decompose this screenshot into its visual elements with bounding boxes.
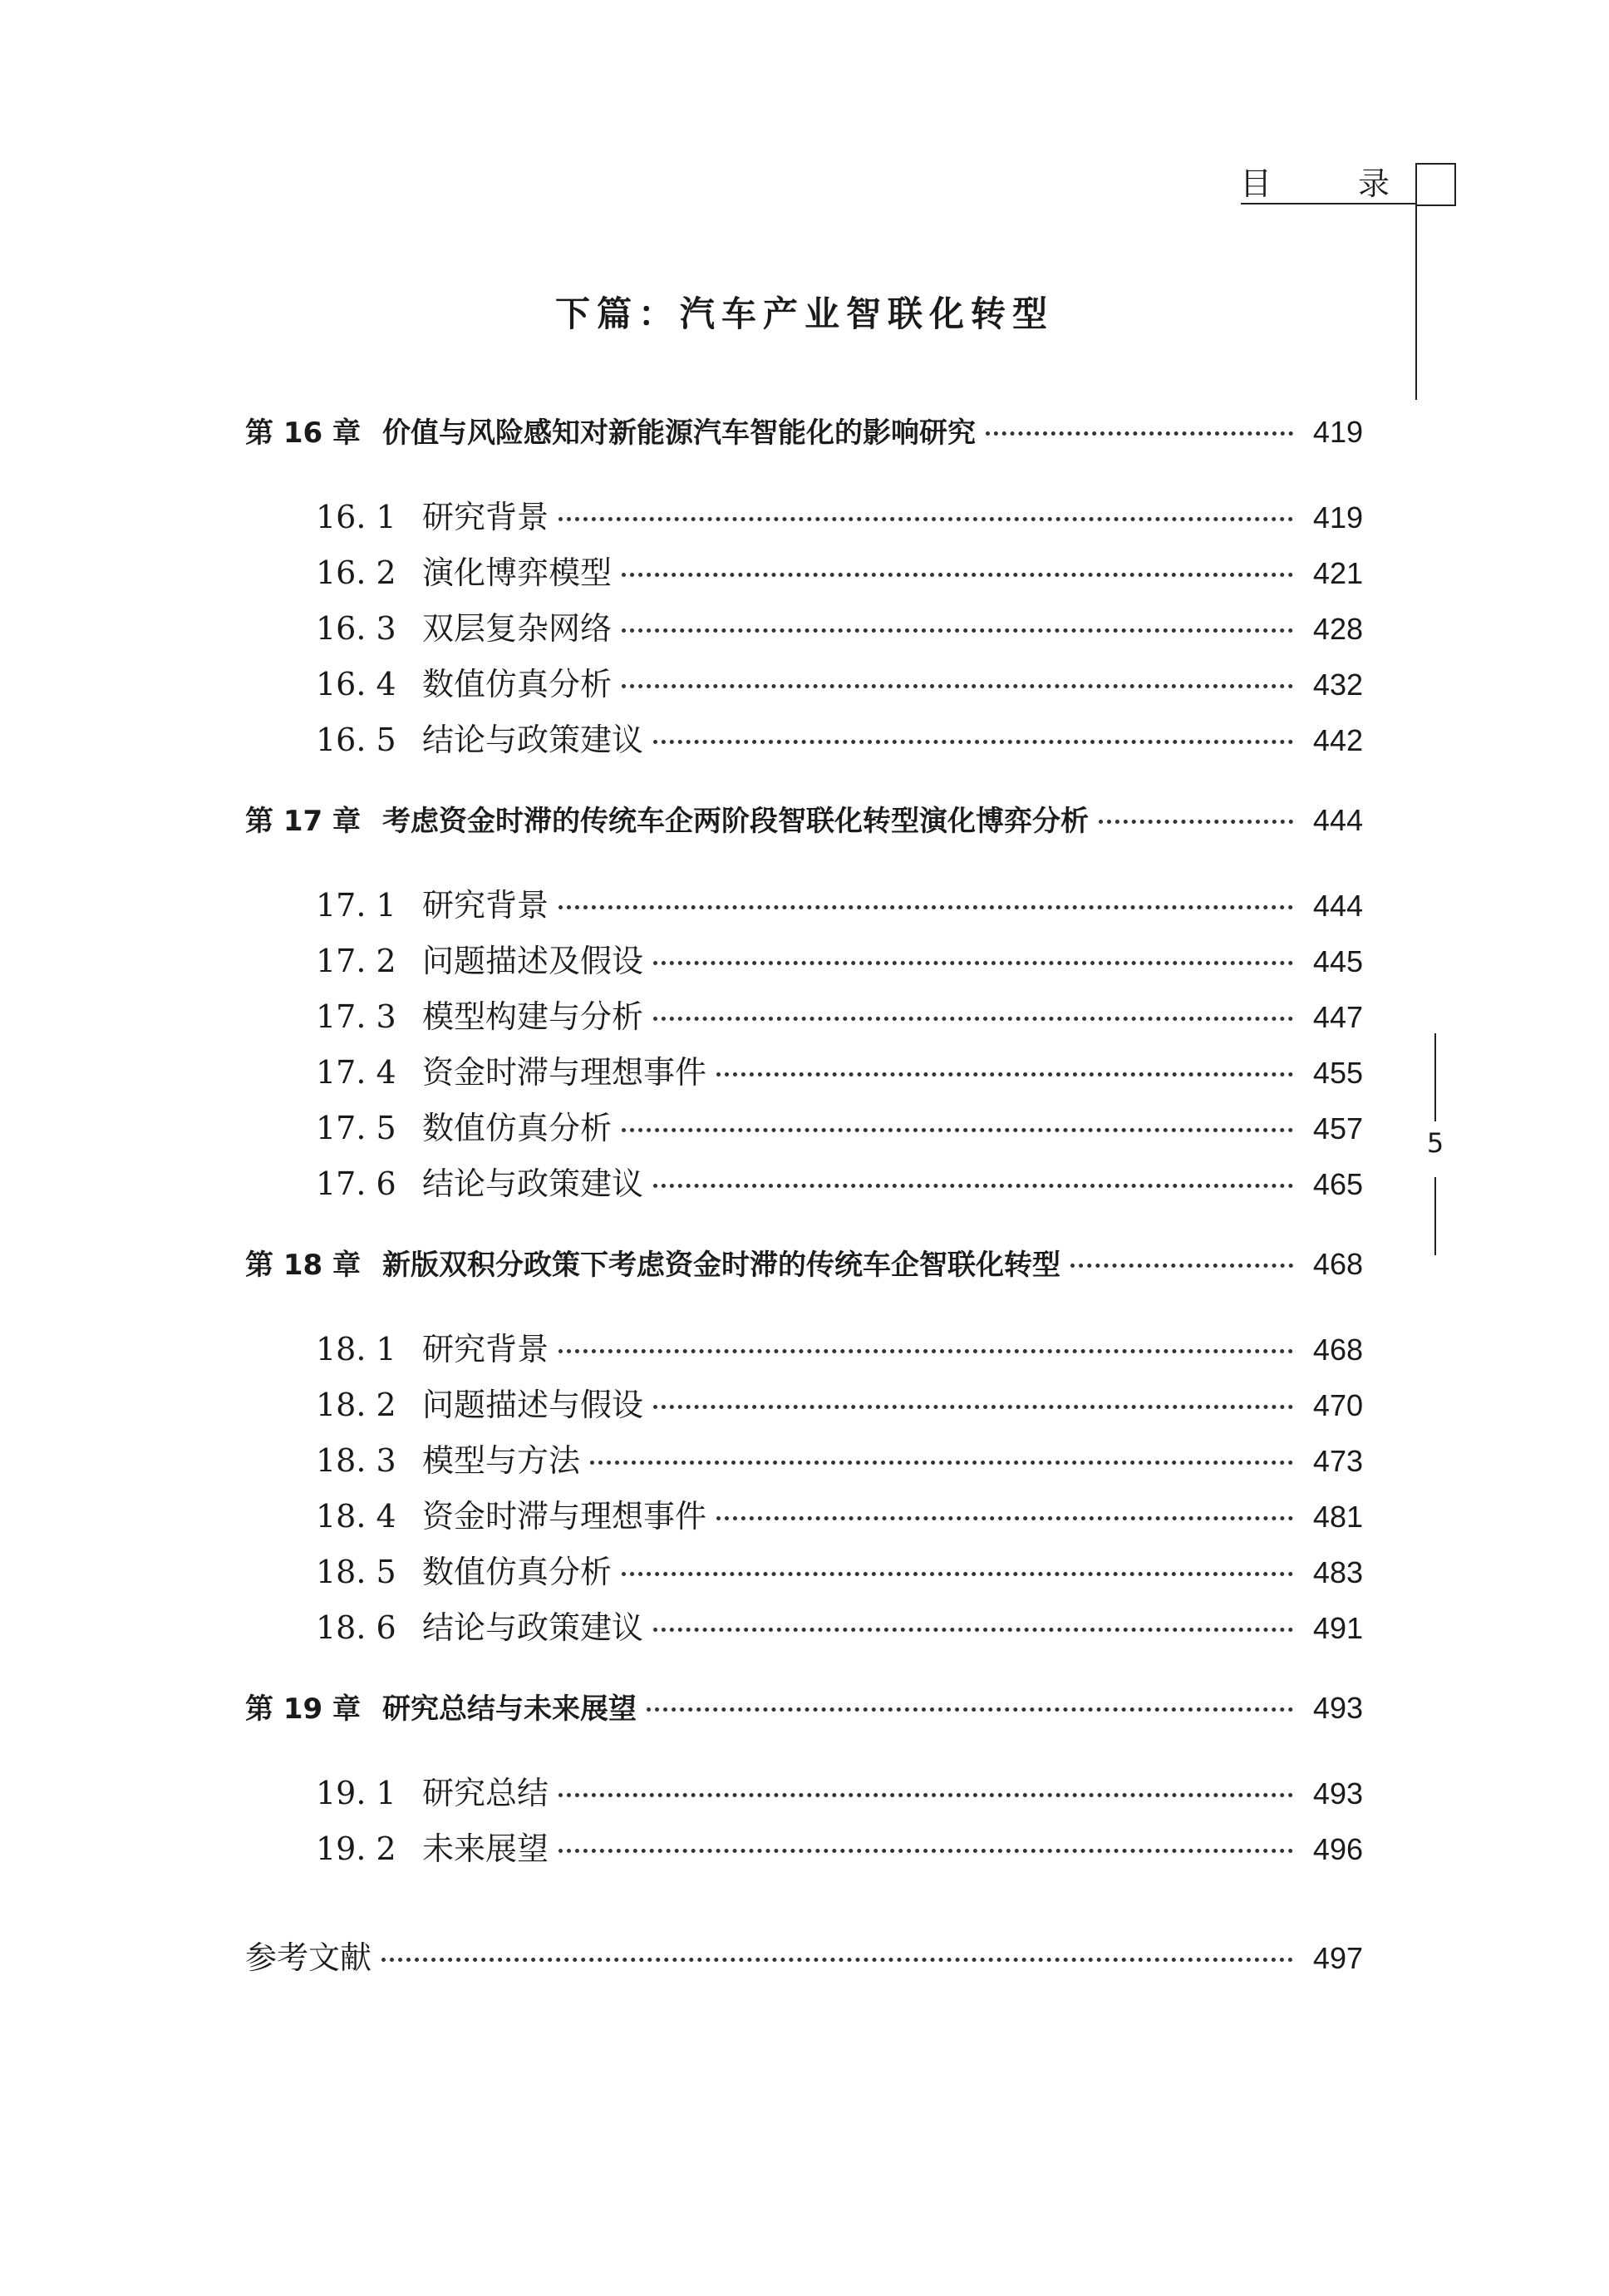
- dot-leader: [653, 1183, 1293, 1188]
- section-title: 研究背景: [422, 887, 549, 924]
- toc-section-17-6[interactable]: [245, 1158, 1363, 1201]
- section-title: 演化博弈模型: [422, 554, 613, 591]
- section-title: 结论与政策建议: [422, 1609, 644, 1646]
- section-title: 模型构建与分析: [422, 998, 644, 1035]
- page-ref: 444: [1312, 889, 1363, 923]
- dot-leader: [622, 1127, 1293, 1132]
- section-number: 18. 1: [316, 1331, 396, 1367]
- section-title: 资金时滞与理想事件: [422, 1054, 707, 1091]
- page-ref: 421: [1312, 556, 1363, 590]
- section-title: 数值仿真分析: [422, 1110, 613, 1146]
- toc-section-18-1[interactable]: [245, 1323, 1363, 1367]
- dot-leader: [653, 1627, 1293, 1632]
- toc-chapter-16[interactable]: [245, 410, 1363, 453]
- section-number: 17. 4: [316, 1054, 396, 1091]
- page-ref: 455: [1312, 1056, 1363, 1090]
- section-number: 17. 3: [316, 998, 396, 1035]
- dot-leader: [558, 1348, 1293, 1353]
- section-number: 16. 2: [316, 554, 396, 591]
- dot-leader: [558, 516, 1293, 521]
- section-number: 16. 3: [316, 610, 396, 647]
- section-number: 16. 4: [316, 666, 396, 702]
- side-rule-bottom: [1434, 1177, 1436, 1255]
- toc-chapter-17[interactable]: [245, 798, 1363, 841]
- toc-section-17-4[interactable]: [245, 1047, 1363, 1090]
- dot-leader: [622, 1571, 1293, 1576]
- chapter-title: 价值与风险感知对新能源汽车智能化的影响研究: [382, 416, 976, 450]
- dot-leader: [653, 1016, 1293, 1021]
- part-title: 下篇：汽车产业智联化转型: [554, 293, 1054, 334]
- running-header-left: 目: [1240, 165, 1272, 202]
- section-title: 结论与政策建议: [422, 722, 644, 758]
- toc-section-16-1[interactable]: [245, 491, 1363, 535]
- toc-section-18-4[interactable]: [245, 1490, 1363, 1534]
- section-title: 双层复杂网络: [422, 610, 613, 647]
- chapter-number: 第 18 章: [245, 1249, 361, 1282]
- page-ref: 442: [1312, 723, 1363, 757]
- page-ref: 419: [1312, 500, 1363, 535]
- page-ref: 445: [1312, 944, 1363, 978]
- dot-leader: [653, 960, 1293, 965]
- toc-section-17-2[interactable]: [245, 935, 1363, 978]
- section-number: 16. 1: [316, 499, 396, 535]
- page-ref: 444: [1312, 803, 1363, 837]
- section-title: 研究背景: [422, 499, 549, 535]
- section-title: 问题描述与假设: [422, 1387, 644, 1423]
- page-ref: 468: [1312, 1247, 1363, 1281]
- dot-leader: [622, 683, 1293, 688]
- section-number: 19. 1: [316, 1775, 396, 1811]
- section-title: 研究背景: [422, 1331, 549, 1367]
- page-ref: 493: [1312, 1691, 1363, 1725]
- chapter-number: 第 16 章: [245, 416, 361, 450]
- chapter-number: 第 17 章: [245, 805, 361, 838]
- dot-leader: [622, 572, 1293, 577]
- page-ref: 481: [1312, 1500, 1363, 1534]
- toc-chapter-18[interactable]: [245, 1242, 1363, 1285]
- section-title: 研究总结: [422, 1775, 549, 1811]
- toc-section-17-3[interactable]: [245, 991, 1363, 1034]
- chapter-title: 研究总结与未来展望: [382, 1692, 637, 1726]
- section-number: 18. 6: [316, 1609, 396, 1646]
- section-title: 资金时滞与理想事件: [422, 1498, 707, 1535]
- toc-section-16-2[interactable]: [245, 547, 1363, 590]
- section-number: 16. 5: [316, 722, 396, 758]
- section-number: 17. 2: [316, 943, 396, 979]
- dot-leader: [716, 1515, 1293, 1520]
- section-number: 17. 6: [316, 1165, 396, 1202]
- toc-section-18-3[interactable]: [245, 1435, 1363, 1478]
- page-ref: 473: [1312, 1444, 1363, 1478]
- dot-leader: [653, 739, 1293, 744]
- side-rule-top: [1434, 1033, 1436, 1121]
- page-ref: 457: [1312, 1111, 1363, 1146]
- section-title: 模型与方法: [422, 1442, 581, 1479]
- toc-section-16-5[interactable]: [245, 714, 1363, 757]
- dot-leader: [1070, 1263, 1293, 1268]
- dot-leader: [986, 431, 1293, 436]
- toc-section-17-5[interactable]: [245, 1102, 1363, 1146]
- dot-leader: [622, 628, 1293, 633]
- toc-section-18-2[interactable]: [245, 1379, 1363, 1422]
- toc-section-19-2[interactable]: [245, 1823, 1363, 1866]
- section-number: 17. 1: [316, 887, 396, 924]
- references-title: 参考文献: [245, 1939, 372, 1976]
- toc-section-16-3[interactable]: [245, 603, 1363, 646]
- dot-leader: [381, 1957, 1293, 1962]
- page-ref: 432: [1312, 668, 1363, 702]
- section-title: 未来展望: [422, 1830, 549, 1867]
- toc-section-18-5[interactable]: [245, 1546, 1363, 1589]
- page-ref: 465: [1312, 1167, 1363, 1201]
- section-number: 18. 2: [316, 1387, 396, 1423]
- header-rule: [1241, 203, 1415, 204]
- page-ref: 468: [1312, 1333, 1363, 1367]
- dot-leader: [716, 1072, 1293, 1077]
- toc-section-17-1[interactable]: [245, 879, 1363, 923]
- header-vertical-rule: [1415, 163, 1417, 400]
- section-title: 数值仿真分析: [422, 666, 613, 702]
- page-ref: 428: [1312, 612, 1363, 646]
- toc-section-16-4[interactable]: [245, 658, 1363, 702]
- page-ref: 491: [1312, 1611, 1363, 1645]
- header-corner-box: [1415, 163, 1456, 206]
- section-number: 18. 5: [316, 1554, 396, 1590]
- page-ref: 497: [1312, 1941, 1363, 1975]
- toc-section-18-6[interactable]: [245, 1602, 1363, 1645]
- page-ref: 470: [1312, 1388, 1363, 1422]
- running-header: [1240, 158, 1390, 204]
- dot-leader: [558, 1848, 1293, 1853]
- toc-references[interactable]: [245, 1932, 1363, 1975]
- dot-leader: [647, 1707, 1293, 1712]
- section-title: 问题描述及假设: [422, 943, 644, 979]
- page-number: 5: [1426, 1127, 1444, 1159]
- page-ref: 447: [1312, 1000, 1363, 1034]
- section-title: 结论与政策建议: [422, 1165, 644, 1202]
- section-number: 18. 4: [316, 1498, 396, 1535]
- page-ref: 493: [1312, 1776, 1363, 1811]
- toc-chapter-19[interactable]: [245, 1686, 1363, 1729]
- dot-leader: [590, 1460, 1293, 1465]
- running-header-right: 录: [1357, 165, 1390, 202]
- section-number: 18. 3: [316, 1442, 396, 1479]
- dot-leader: [558, 1792, 1293, 1797]
- section-title: 数值仿真分析: [422, 1554, 613, 1590]
- dot-leader: [558, 904, 1293, 909]
- dot-leader: [653, 1404, 1293, 1409]
- toc-section-19-1[interactable]: [245, 1767, 1363, 1811]
- chapter-number: 第 19 章: [245, 1692, 361, 1726]
- page-ref: 496: [1312, 1832, 1363, 1866]
- section-number: 17. 5: [316, 1110, 396, 1146]
- section-number: 19. 2: [316, 1830, 396, 1867]
- chapter-title: 新版双积分政策下考虑资金时滞的传统车企智联化转型: [382, 1249, 1060, 1282]
- chapter-title: 考虑资金时滞的传统车企两阶段智联化转型演化博弈分析: [382, 805, 1089, 838]
- dot-leader: [1099, 819, 1293, 824]
- page-ref: 483: [1312, 1555, 1363, 1589]
- page-ref: 419: [1312, 415, 1363, 449]
